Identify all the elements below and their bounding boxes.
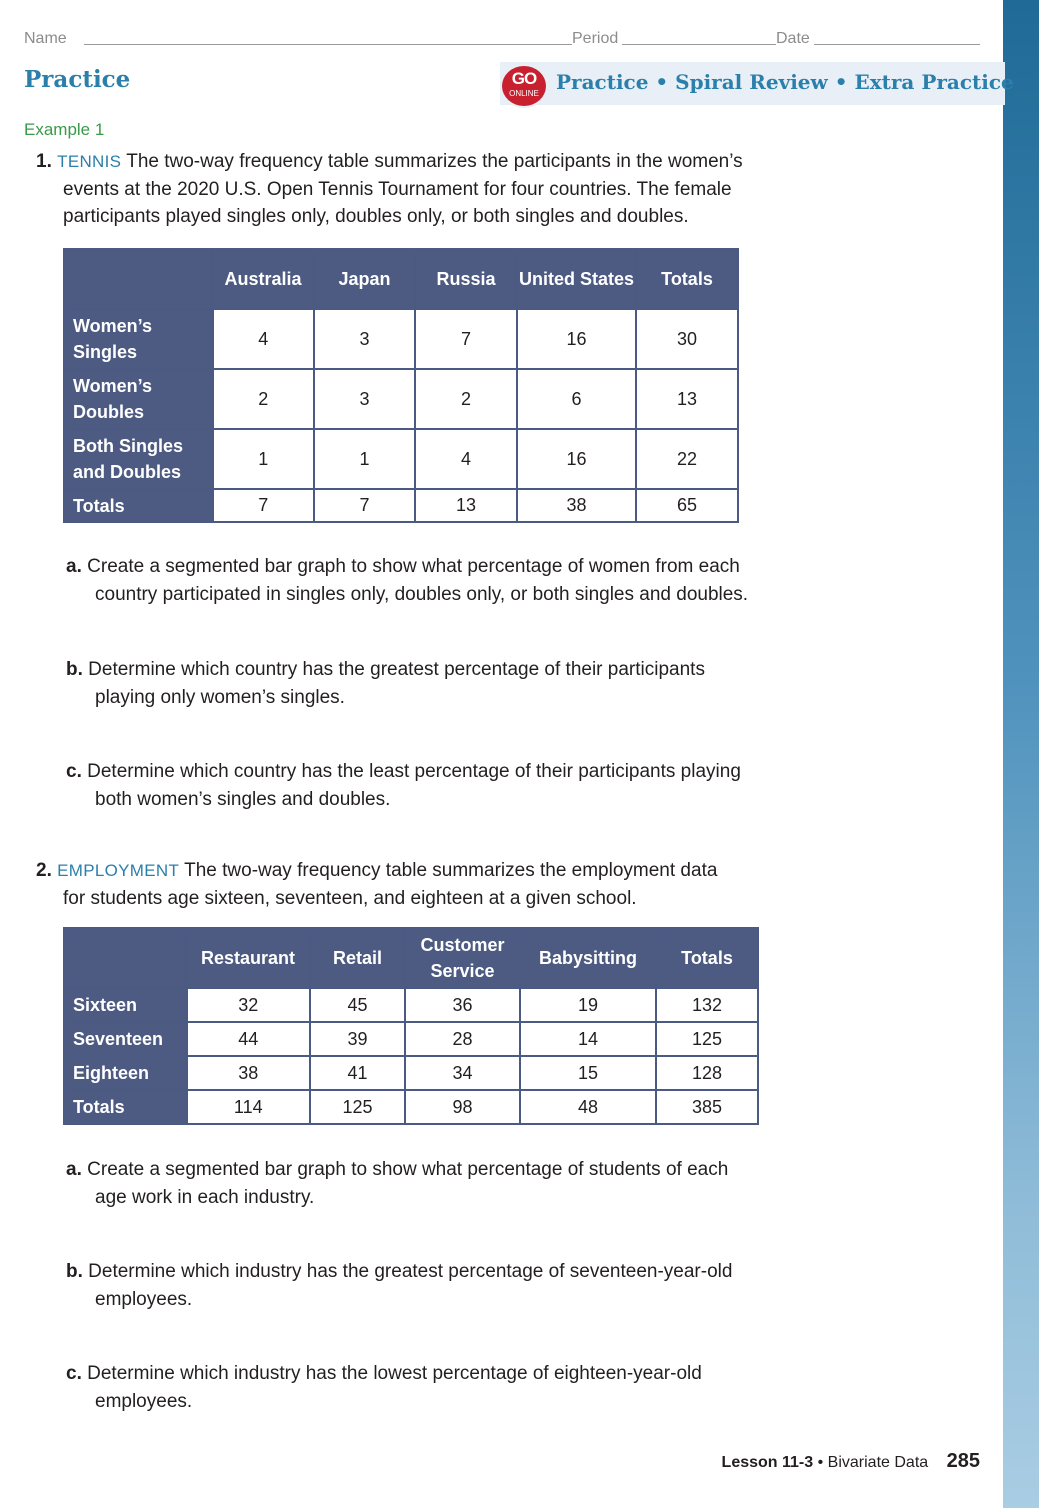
table-cell: 2 [415,369,517,429]
name-label: Name [24,30,71,48]
table-cell: 2 [212,369,314,429]
table-row-totals [64,489,738,522]
table-cell: 125 [310,1090,405,1124]
problem-2-number: 2. [36,860,52,881]
table-cell: 7 [314,489,415,522]
row-header: Totals [64,489,212,522]
corner-cell [64,928,186,988]
problem-1-line2: events at the 2020 U.S. Open Tennis Tournament for four countries. The female [63,178,732,200]
row-header: Seventeen [64,1022,186,1056]
table-cell: 36 [405,988,520,1022]
example-label: Example 1 [24,120,105,139]
table-row [64,369,738,429]
column-header: Totals [656,928,758,988]
part-letter: a. [66,1159,82,1180]
row-header: Women’s Doubles [64,369,212,429]
part-line1: Create a segmented bar graph to show what percentage of students of each [87,1159,729,1180]
problem-2-text [36,857,836,912]
part-line2: both women’s singles and doubles. [95,788,391,810]
table-cell: 132 [656,988,758,1022]
column-header: Retail [310,928,405,988]
table-cell: 7 [415,309,517,369]
problem-2-part-c [66,1360,846,1415]
section-title: Practice [24,66,131,93]
problem-2-part-a [66,1156,846,1211]
name-rule [84,44,586,45]
column-header: Russia [415,249,517,309]
table-cell: 15 [520,1056,656,1090]
problem-1-topic: TENNIS [57,152,122,171]
table-cell: 41 [310,1056,405,1090]
table-cell: 1 [314,429,415,489]
table-row [64,988,758,1022]
table-cell: 30 [636,309,738,369]
problem-1-line3: participants played singles only, doubles only, or both singles and doubles. [63,206,689,227]
table-row [64,309,738,369]
row-header: Women’s Singles [64,309,212,369]
part-line1: Determine which industry has the lowest percentage of eighteen-year-old [87,1363,702,1384]
footer-separator: • [817,1454,824,1471]
table-cell: 13 [415,489,517,522]
table-cell: 4 [212,309,314,369]
table-cell: 34 [405,1056,520,1090]
problem-2-topic: EMPLOYMENT [57,861,180,880]
part-line2: playing only women’s singles. [95,686,345,708]
go-badge-text: GO [511,69,537,88]
table-cell: 1 [212,429,314,489]
row-header: Eighteen [64,1056,186,1090]
go-online-icon[interactable] [500,64,548,108]
column-header: Totals [636,249,738,309]
table-row [64,429,738,489]
part-line1: Determine which industry has the greatest percentage of seventeen-year-old [88,1261,733,1282]
online-badge-text: ONLINE [509,89,539,98]
part-line1: Determine which country has the least percentage of their participants playing [87,761,741,782]
table-cell: 44 [186,1022,310,1056]
problem-1-part-c [66,758,846,813]
table-row-totals [64,1090,758,1124]
footer-lesson: Lesson 11-3 [721,1454,814,1471]
problem-2-line1: The two-way frequency table summarizes the employment data [184,860,718,881]
problem-1-line1: The two-way frequency table summarizes the participants in the women’s [126,151,743,172]
column-header: Babysitting [520,928,656,988]
part-line2: country participated in singles only, doubles only, or both singles and doubles. [95,583,749,605]
employment-frequency-table [63,927,759,1125]
table-cell: 3 [314,309,415,369]
table-cell: 22 [636,429,738,489]
problem-1-text [36,148,836,231]
date-label: Date [776,30,814,48]
table-header-row [64,249,738,309]
page-footer [600,1450,980,1473]
table-cell: 4 [415,429,517,489]
part-line1: Create a segmented bar graph to show what percentage of women from each [87,556,740,577]
part-line2: employees. [95,1288,193,1310]
table-cell: 38 [186,1056,310,1090]
table-cell: 19 [520,988,656,1022]
table-cell: 128 [656,1056,758,1090]
problem-2-line2: for students age sixteen, seventeen, and eighteen at a given school. [63,887,637,909]
column-header: Restaurant [186,928,310,988]
column-header: United States [517,249,636,309]
table-cell: 3 [314,369,415,429]
footer-title: Bivariate Data [827,1454,929,1471]
part-line2: age work in each industry. [95,1186,315,1208]
part-letter: a. [66,556,82,577]
table-cell: 32 [186,988,310,1022]
go-online-links[interactable]: Practice • Spiral Review • Extra Practice [556,70,1014,94]
period-label: Period [572,30,622,48]
row-header: Both Singles and Doubles [64,429,212,489]
part-line2: employees. [95,1390,193,1412]
table-row [64,1022,758,1056]
date-rule [814,44,980,45]
period-rule [620,44,788,45]
table-cell: 39 [310,1022,405,1056]
problem-1-part-a [66,553,846,608]
part-letter: b. [66,659,83,680]
table-cell: 385 [656,1090,758,1124]
table-cell: 28 [405,1022,520,1056]
table-row [64,1056,758,1090]
table-cell: 6 [517,369,636,429]
table-cell: 13 [636,369,738,429]
student-info-line [24,30,980,50]
column-header: Australia [212,249,314,309]
column-header: Japan [314,249,415,309]
table-cell: 48 [520,1090,656,1124]
column-header: Customer Service [405,928,520,988]
page-edge-band [1003,0,1039,1508]
table-cell: 114 [186,1090,310,1124]
table-cell: 125 [656,1022,758,1056]
part-letter: b. [66,1261,83,1282]
part-letter: c. [66,1363,82,1384]
table-cell: 7 [212,489,314,522]
page-number: 285 [946,1450,980,1472]
tennis-frequency-table [63,248,739,523]
row-header: Totals [64,1090,186,1124]
table-cell: 65 [636,489,738,522]
problem-2-part-b [66,1258,846,1313]
corner-cell [64,249,212,309]
problem-1-number: 1. [36,151,52,172]
table-header-row [64,928,758,988]
table-cell: 16 [517,309,636,369]
table-cell: 98 [405,1090,520,1124]
table-cell: 38 [517,489,636,522]
table-cell: 45 [310,988,405,1022]
part-letter: c. [66,761,82,782]
table-cell: 16 [517,429,636,489]
row-header: Sixteen [64,988,186,1022]
part-line1: Determine which country has the greatest percentage of their participants [88,659,705,680]
problem-1-part-b [66,656,846,711]
table-cell: 14 [520,1022,656,1056]
